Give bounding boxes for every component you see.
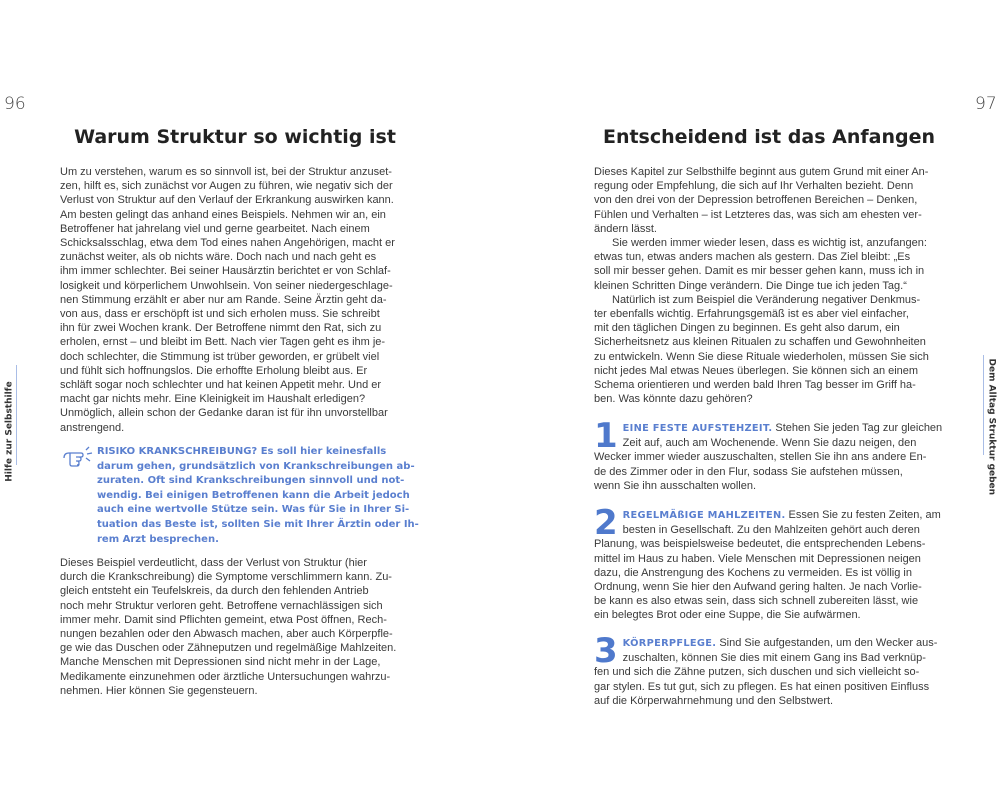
item-heading: EINE FESTE AUFSTEHZEIT. <box>622 423 773 434</box>
side-label-right: Dem Alltag Struktur geben <box>986 358 997 496</box>
right-column <box>594 165 954 406</box>
body-paragraph: Dieses Kapitel zur Selbsthilfe beginnt aus gutem Grund mit einer An- regung oder Empfehlung, die sich auf Ihr Verhalten bezieht. Denn von den drei von der Depression betroffenen Bereichen – Denken, Fühlen und Verhalten – ist Letzteres das, was sich am ehesten ver- ändern lässt. <box>594 166 929 235</box>
item-heading: KÖRPERPFLEGE. <box>622 638 717 649</box>
page-number-left: 96 <box>4 94 26 114</box>
callout-risk-sick-leave: RISIKO KRANKSCHREIBUNG? Es soll hier keinesfalls darum gehen, grundsätzlich von Krankschreibungen ab- zuraten. Oft sind Krankschreibungen sinnvoll und not- wendig. Bei einigen Betroffenen kann die Arbeit jedoch auch eine wertvolle Stütze sein. Was für Sie in Ihrer Si- tuation das Beste ist, sollten Sie mit Ihrer Ärztin oder Ih- rem Arzt besprechen. <box>97 446 419 545</box>
left-column <box>60 165 420 435</box>
page-title-left: Warum Struktur so wichtig ist <box>74 126 396 148</box>
pointing-hand-icon <box>62 446 94 468</box>
body-paragraph: Um zu verstehen, warum es so sinnvoll ist, bei der Struktur anzuset- zen, hilft es, sich zunächst vor Augen zu führen, wie negativ sich der Verlust von Struktur auf den Verlauf der Erkrankung auswirken kann. Am besten gelingt das anhand eines Beispiels. Nehmen wir an, ein Betroffener hat jahrelang viel und gerne gearbeitet. Nach einem Schicksalsschlag, etwa dem Tod eines nahen Angehörigen, macht er zunächst weiter, als ob nichts wäre. Doch nach und nach geht es ihm immer schlechter. Bei seiner Hausärztin berichtet er von Schlaf- losigkeit und körperlichem Unwohlsein. Von seiner niedergeschlage- nen Stimmung erzählt er aber nur am Rande. Seine Ärztin geht da- von aus, dass er erschöpft ist und sich erholen muss. Sie schreibt ihn für zwei Wochen krank. Der Betroffene nimmt den Rat, sich zu erholen, ernst – und bleibt im Bett. Nach vier Tagen geht es ihm je- doch schlechter, die Stimmung ist trüber geworden, er grübelt viel und fühlt sich hoffnungslos. Die erhoffte Erholung bleibt aus. Er schläft sogar noch schlechter und hat keinen Appetit mehr. Und er macht gar nichts mehr. Eine Kleinigkeit im Haushalt erledigen? Unmöglich, allein schon der Gedanke daran ist für ihn unvorstellbar anstrengend. <box>60 166 395 434</box>
body-paragraph: Dieses Beispiel verdeutlicht, dass der Verlust von Struktur (hier durch die Krankschreibung) die Symptome verschlimmern kann. Zu- gleich entsteht ein Teufelskreis, da durch den fehlenden Antrieb noch mehr Struktur verloren geht. Betroffene vernachlässigen sich immer mehr. Damit sind Pflichten gemeint, etwa Post öffnen, Rech- nungen bezahlen oder den Abwasch machen, aber auch Körperpfle- ge wie das Duschen oder Zähneputzen und regelmäßige Mahlzeiten. Manche Menschen mit Depressionen sind nicht mehr in der Lage, Medikamente einzunehmen oder ärztliche Untersuchungen wahrzu- nehmen. Hier können Sie gegensteuern. <box>60 557 397 697</box>
page-title-right: Entscheidend ist das Anfangen <box>602 126 936 148</box>
item-text: Essen Sie zu festen Zeiten, am besten in Gesellschaft. Zu den Mahlzeiten gehört auch deren Planung, was beispielsweise bedeutet, die entsprechenden Lebens- mittel im Haus zu haben. Viele Menschen mit Depressionen neigen dazu, die Anstrengung des Kochens zu vermeiden. Es ist völlig in Ordnung, wenn Sie hier den Aufwand gering halten. Je nach Vorlie- be kann es also etwas sein, dass sich schnell zubereiten lässt, wie ein belegtes Brot oder eine Suppe, die Sie aufwärmen. <box>594 509 941 622</box>
list-item <box>594 503 954 623</box>
item-number: 2 <box>594 503 618 543</box>
side-label-left: Hilfe zur Selbsthilfe <box>4 381 15 482</box>
item-number: 1 <box>594 416 618 456</box>
body-paragraph: Natürlich ist zum Beispiel die Veränderung negativer Denkmus- ter ebenfalls wichtig. Erfahrungsgemäß ist es aber viel einfacher, mit den täglichen Dingen zu beginnen. Es geht also darum, ein Sicherheitsnetz aus kleinen Ritualen zu schaffen und Gewohnheiten zu entwickeln. Wenn Sie diese Rituale wiederholen, müssen Sie sich nicht jedes Mal etwas Neues überlegen. Sie können sich an einem Schema orientieren und werden bald Ihren Tag besser im Griff ha- ben. Was könnte dazu gehören? <box>594 293 929 406</box>
item-heading: REGELMÄßIGE MAHLZEITEN. <box>622 510 786 521</box>
page-number-right: 97 <box>975 94 997 114</box>
item-text: Sind Sie aufgestanden, um den Wecker aus- zuschalten, können Sie dies mit einem Gang ins Bad verknüp- fen und sich die Zähne putzen, sich duschen und sich vielleicht so- gar stylen. Es tut gut, sich zu pflegen. Es hat einen positiven Einfluss auf die Körperwahrnehmung und den Selbstwert. <box>594 637 938 707</box>
item-number: 3 <box>594 631 618 671</box>
body-paragraph: Sie werden immer wieder lesen, dass es wichtig ist, anzufangen: etwas tun, etwas anders machen als gestern. Das Ziel bleibt: „Es soll mir besser gehen. Damit es mir besser gehen kann, muss ich in kleinen Schritten Dinge verändern. Die Dinge tue ich jeden Tag.“ <box>594 237 927 292</box>
list-item <box>594 416 954 493</box>
side-rule-left <box>16 365 17 465</box>
side-rule-right <box>983 355 984 455</box>
left-column-lower <box>60 556 420 698</box>
item-text: Stehen Sie jeden Tag zur gleichen Zeit auf, auch am Wochenende. Wenn Sie dazu neigen, den Wecker immer wieder auszuschalten, stellen Sie ihn ans andere En- de des Zimmer oder in den Flur, sodass Sie aufstehen müssen, wenn Sie ihn ausschalten wollen. <box>594 422 943 492</box>
list-item <box>594 631 954 708</box>
